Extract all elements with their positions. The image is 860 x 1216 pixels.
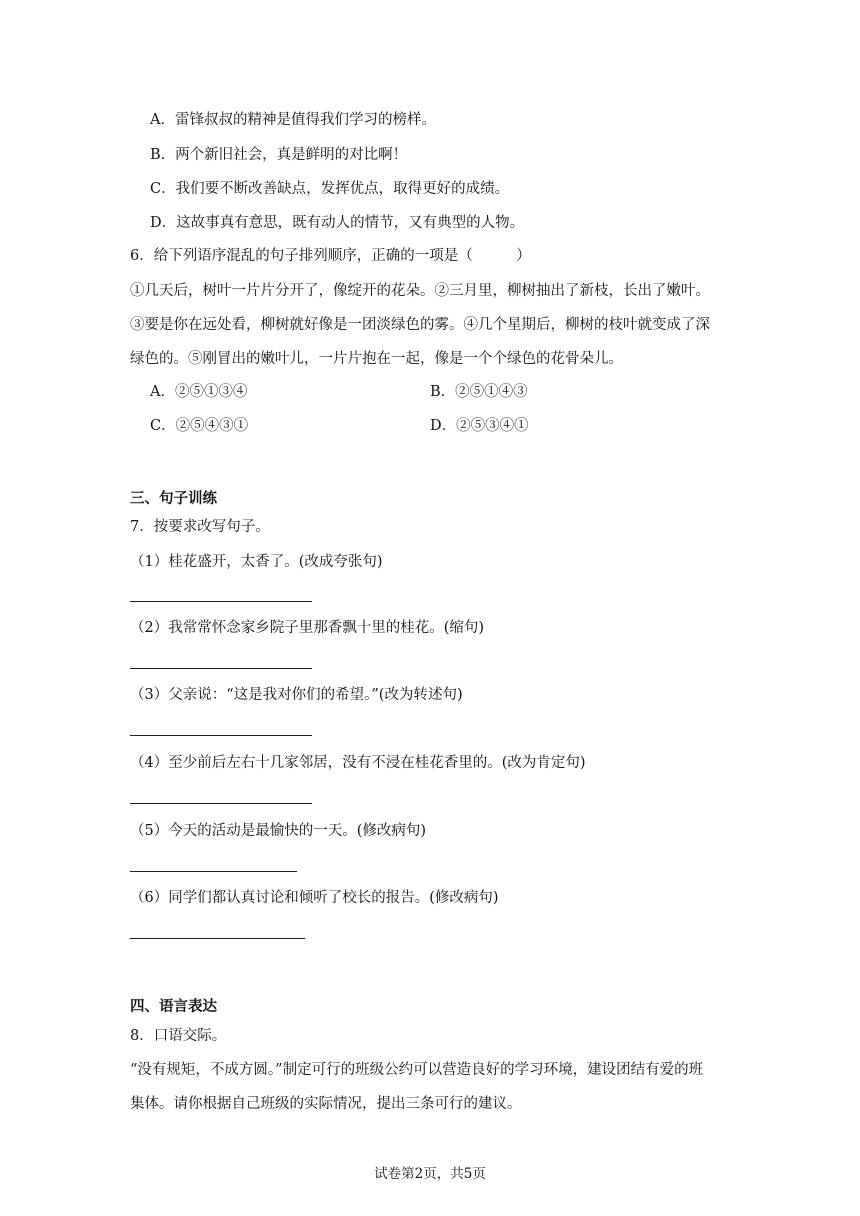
q7-item-3: （3）父亲说：“这是我对你们的希望。”(改为转述句) — [130, 687, 463, 703]
q6-passage-line-3: 绿色的。⑤刚冒出的嫩叶儿，一片片抱在一起，像是一个个绿色的花骨朵儿。 — [130, 351, 623, 367]
q7-item-4: （4）至少前后左右十几家邻居，没有不浸在桂花香里的。(改为肯定句) — [130, 755, 586, 771]
section-4-heading: 四、语言表达 — [130, 998, 217, 1015]
section-3-heading: 三、句子训练 — [130, 490, 217, 507]
q6-option-b: B．②⑤①④③ — [430, 384, 528, 400]
q6-option-c: C．②⑤④③① — [150, 418, 249, 434]
q7-answer-line-2[interactable] — [130, 668, 312, 669]
q7-stem: 7．按要求改写句子。 — [130, 519, 270, 535]
q7-answer-line-3[interactable] — [130, 735, 312, 736]
page-footer: 试卷第2页，共5页 — [374, 1166, 486, 1182]
q6-stem: 6．给下列语序混乱的句子排列顺序，正确的一项是（ ） — [130, 248, 531, 264]
q6-passage-line-1: ①几天后，树叶一片片分开了，像绽开的花朵。②三月里，柳树抽出了新枝，长出了嫩叶。 — [130, 283, 710, 299]
q7-item-1: （1）桂花盛开，太香了。(改成夸张句) — [130, 554, 383, 570]
q6-passage-line-2: ③要是你在远处看，柳树就好像是一团淡绿色的雾。④几个星期后，柳树的枝叶就变成了深 — [130, 317, 710, 333]
q8-stem: 8．口语交际。 — [130, 1028, 227, 1044]
q5-option-b: B．两个新旧社会，真是鲜明的对比啊！ — [150, 147, 408, 163]
q5-option-d: D．这故事真有意思，既有动人的情节，又有典型的人物。 — [150, 215, 525, 231]
q8-passage-line-1: “没有规矩，不成方圆。”制定可行的班级公约可以营造良好的学习环境，建设团结有爱的班 — [130, 1062, 704, 1078]
q8-passage-line-2: 集体。请你根据自己班级的实际情况，提出三条可行的建议。 — [130, 1096, 522, 1112]
q5-option-c: C．我们要不断改善缺点，发挥优点，取得更好的成绩。 — [150, 181, 510, 197]
q6-option-a: A．②⑤①③④ — [150, 384, 248, 400]
q5-option-a: A．雷锋叔叔的精神是值得我们学习的榜样。 — [150, 112, 436, 128]
q7-item-5: （5）今天的活动是最愉快的一天。(修改病句) — [130, 823, 427, 839]
q7-item-2: （2）我常常怀念家乡院子里那香飘十里的桂花。(缩句) — [130, 620, 485, 636]
q7-answer-line-4[interactable] — [130, 803, 312, 804]
q7-answer-line-5[interactable] — [130, 871, 297, 872]
q6-option-d: D．②⑤③④① — [430, 418, 529, 434]
q7-item-6: （6）同学们都认真讨论和倾听了校长的报告。(修改病句) — [130, 890, 499, 906]
q7-answer-line-6[interactable] — [130, 938, 305, 939]
q7-answer-line-1[interactable] — [130, 601, 312, 602]
